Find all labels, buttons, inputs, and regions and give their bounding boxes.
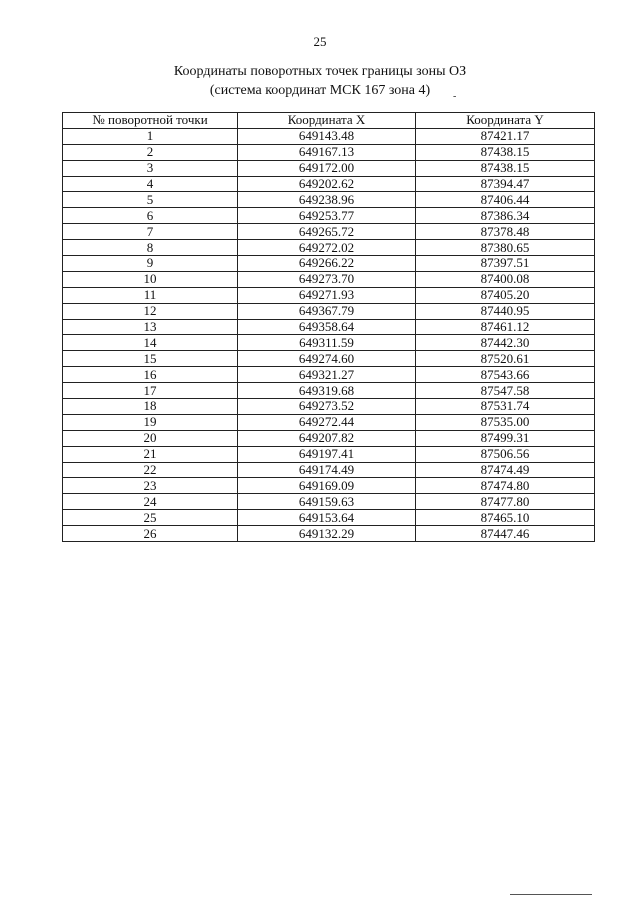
cell-coordinate-x: 649273.52 [238,399,416,415]
coordinates-table [62,112,595,542]
table-row [63,160,595,176]
table-row [63,335,595,351]
cell-point-number: 12 [63,303,238,319]
table-row [63,192,595,208]
cell-coordinate-x: 649311.59 [238,335,416,351]
cell-point-number: 21 [63,446,238,462]
cell-coordinate-x: 649272.44 [238,414,416,430]
cell-coordinate-x: 649207.82 [238,430,416,446]
header-coordinate-x: Координата X [238,113,416,129]
table-row [63,319,595,335]
cell-point-number: 26 [63,526,238,542]
cell-coordinate-y: 87394.47 [416,176,595,192]
cell-coordinate-x: 649238.96 [238,192,416,208]
cell-point-number: 17 [63,383,238,399]
cell-coordinate-y: 87520.61 [416,351,595,367]
cell-coordinate-y: 87378.48 [416,224,595,240]
cell-point-number: 18 [63,399,238,415]
cell-point-number: 11 [63,287,238,303]
table-row [63,271,595,287]
cell-coordinate-x: 649197.41 [238,446,416,462]
cell-coordinate-y: 87474.80 [416,478,595,494]
cell-point-number: 9 [63,256,238,272]
cell-point-number: 8 [63,240,238,256]
cell-coordinate-y: 87397.51 [416,256,595,272]
cell-point-number: 4 [63,176,238,192]
cell-coordinate-y: 87406.44 [416,192,595,208]
cell-coordinate-y: 87506.56 [416,446,595,462]
cell-point-number: 15 [63,351,238,367]
cell-coordinate-x: 649143.48 [238,128,416,144]
cell-coordinate-x: 649167.13 [238,144,416,160]
cell-coordinate-y: 87400.08 [416,271,595,287]
cell-coordinate-x: 649172.00 [238,160,416,176]
cell-point-number: 10 [63,271,238,287]
cell-coordinate-x: 649274.60 [238,351,416,367]
cell-coordinate-x: 649132.29 [238,526,416,542]
cell-coordinate-x: 649266.22 [238,256,416,272]
cell-coordinate-y: 87465.10 [416,510,595,526]
cell-point-number: 5 [63,192,238,208]
table-header-row [63,113,595,129]
cell-coordinate-x: 649253.77 [238,208,416,224]
table-row [63,208,595,224]
table-row [63,144,595,160]
table-row [63,351,595,367]
cell-coordinate-x: 649358.64 [238,319,416,335]
cell-coordinate-y: 87405.20 [416,287,595,303]
cell-coordinate-y: 87499.31 [416,430,595,446]
cell-coordinate-y: 87531.74 [416,399,595,415]
cell-coordinate-x: 649272.02 [238,240,416,256]
cell-coordinate-y: 87380.65 [416,240,595,256]
header-coordinate-y: Координата Y [416,113,595,129]
cell-point-number: 7 [63,224,238,240]
cell-coordinate-x: 649321.27 [238,367,416,383]
document-title [0,62,640,100]
cell-coordinate-x: 649202.62 [238,176,416,192]
cell-point-number: 13 [63,319,238,335]
table-row [63,414,595,430]
table-row [63,128,595,144]
cell-coordinate-y: 87547.58 [416,383,595,399]
table-row [63,399,595,415]
header-point-number: № поворотной точки [63,113,238,129]
cell-point-number: 20 [63,430,238,446]
cell-point-number: 22 [63,462,238,478]
cell-point-number: 24 [63,494,238,510]
cell-point-number: 16 [63,367,238,383]
table-row [63,462,595,478]
table-row [63,494,595,510]
table-row [63,510,595,526]
cell-point-number: 6 [63,208,238,224]
cell-coordinate-x: 649319.68 [238,383,416,399]
table-row [63,287,595,303]
cell-coordinate-y: 87421.17 [416,128,595,144]
cell-coordinate-x: 649367.79 [238,303,416,319]
scan-mark: - [453,91,457,102]
title-line-2: (система координат МСК 167 зона 4) [209,83,431,98]
cell-coordinate-y: 87447.46 [416,526,595,542]
cell-point-number: 2 [63,144,238,160]
table-row [63,224,595,240]
table-row [63,240,595,256]
cell-coordinate-y: 87438.15 [416,160,595,176]
table-row [63,176,595,192]
table-row [63,430,595,446]
cell-coordinate-x: 649159.63 [238,494,416,510]
table-row [63,526,595,542]
cell-point-number: 23 [63,478,238,494]
cell-coordinate-y: 87474.49 [416,462,595,478]
table-row [63,367,595,383]
cell-point-number: 14 [63,335,238,351]
cell-coordinate-x: 649169.09 [238,478,416,494]
table-row [63,446,595,462]
cell-coordinate-y: 87442.30 [416,335,595,351]
cell-coordinate-x: 649265.72 [238,224,416,240]
cell-point-number: 19 [63,414,238,430]
table-row [63,478,595,494]
cell-coordinate-x: 649271.93 [238,287,416,303]
cell-coordinate-y: 87386.34 [416,208,595,224]
scan-edge-line [510,894,592,895]
table-row [63,303,595,319]
title-line-1: Координаты поворотных точек границы зоны ОЗ [173,64,467,79]
cell-point-number: 25 [63,510,238,526]
cell-coordinate-y: 87543.66 [416,367,595,383]
cell-coordinate-y: 87440.95 [416,303,595,319]
cell-coordinate-y: 87535.00 [416,414,595,430]
cell-coordinate-y: 87438.15 [416,144,595,160]
cell-point-number: 1 [63,128,238,144]
cell-coordinate-x: 649153.64 [238,510,416,526]
cell-coordinate-x: 649174.49 [238,462,416,478]
cell-coordinate-y: 87477.80 [416,494,595,510]
table-row [63,383,595,399]
cell-coordinate-y: 87461.12 [416,319,595,335]
cell-point-number: 3 [63,160,238,176]
cell-coordinate-x: 649273.70 [238,271,416,287]
table-row [63,256,595,272]
page-number: 25 [313,34,327,49]
